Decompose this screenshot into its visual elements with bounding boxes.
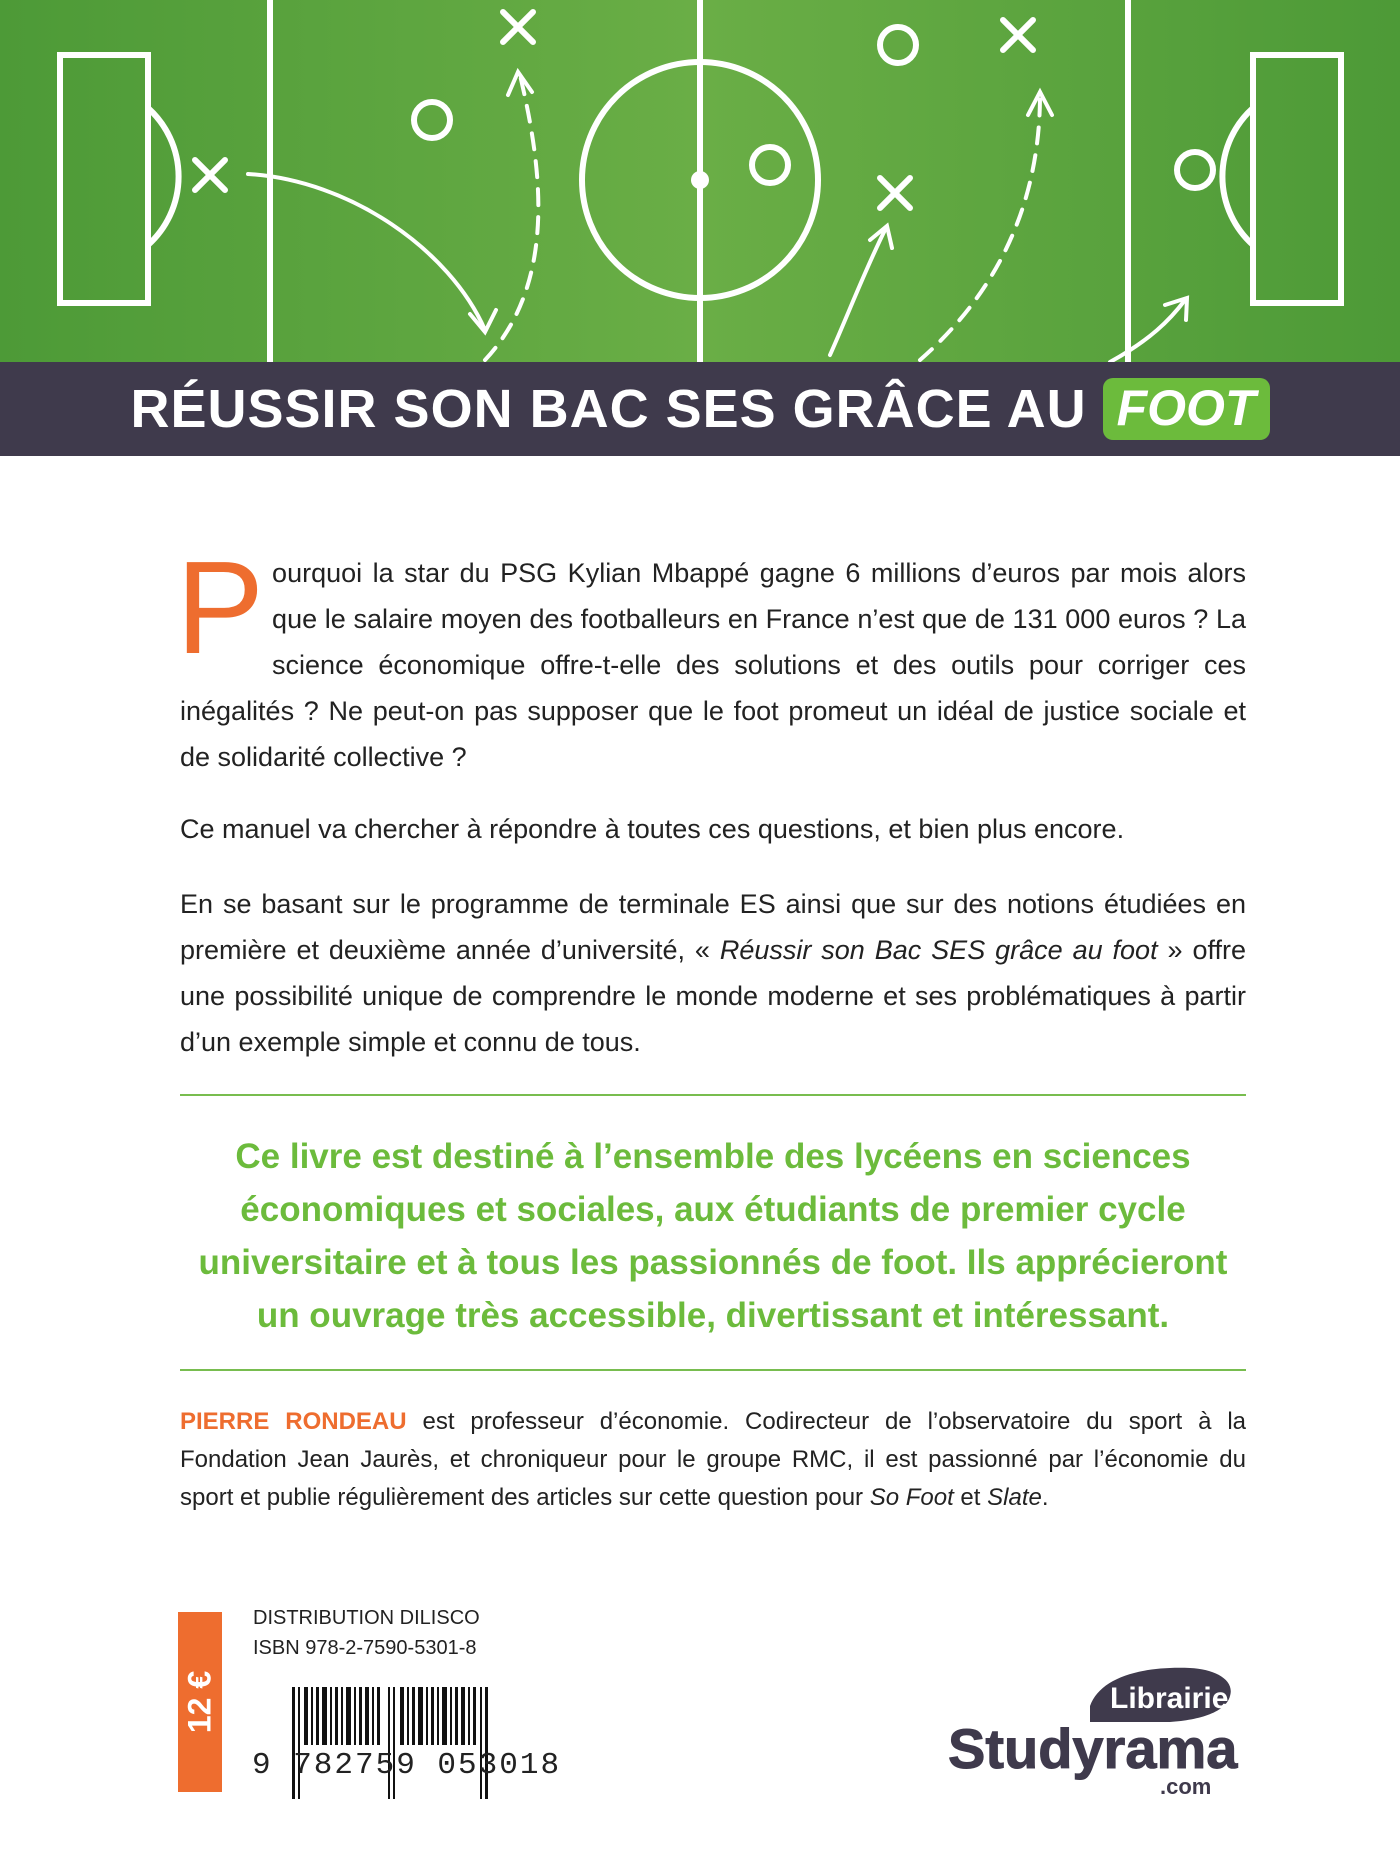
- third-paragraph-book-title: Réussir son Bac SES grâce au foot: [719, 935, 1158, 965]
- drop-cap: P: [176, 534, 265, 681]
- publication-slate: Slate: [987, 1484, 1042, 1511]
- price-tag: [178, 1612, 222, 1792]
- isbn-label: ISBN 978-2-7590-5301-8: [253, 1637, 477, 1659]
- logo-dotcom: .com: [1160, 1774, 1212, 1799]
- third-paragraph-after: » offre une possibilité unique de comprendre le monde moderne et ses problématiques à partir d’un exemple simple et connu de tous.: [180, 935, 1246, 1057]
- author-bio: [180, 1403, 1246, 1517]
- third-paragraph-before: En se basant sur le programme de terminale ES ainsi que sur des notions étudiées en première et deuxième année d’université, «: [180, 889, 1246, 965]
- intro-text: ourquoi la star du PSG Kylian Mbappé gagne 6 millions d’euros par mois alors que le salaire moyen des footballeurs en France n’est que de 131 000 euros ? La science économique offre-t-elle des solutions et des outils pour corriger ces inégalités ? Ne peut-on pas supposer que le foot promeut un idéal de justice sociale et de solidarité collective ?: [180, 558, 1246, 772]
- second-paragraph-text: Ce manuel va chercher à répondre à toutes ces questions, et bien plus encore.: [180, 814, 1125, 844]
- distribution-label: DISTRIBUTION DILISCO: [253, 1607, 480, 1629]
- divider-top: [180, 1094, 1246, 1096]
- football-pitch-illustration: [0, 0, 1400, 362]
- author-bio-mid: et: [953, 1484, 988, 1511]
- author-name: PIERRE RONDEAU: [180, 1408, 407, 1435]
- publication-so-foot: So Foot: [869, 1484, 954, 1511]
- price: 12 €: [181, 1670, 218, 1734]
- second-paragraph: [180, 806, 1246, 852]
- intro-paragraph: [176, 534, 1246, 780]
- title-banner: [0, 362, 1400, 456]
- title-highlight-badge: FOOT: [1103, 378, 1270, 440]
- logo-studyrama: Studyrama: [948, 1717, 1238, 1780]
- barcode-icon: [250, 1687, 550, 1807]
- divider-bottom: [180, 1369, 1246, 1371]
- studyrama-logo: [940, 1660, 1240, 1800]
- target-audience-text: Ce livre est destiné à l’ensemble des lycéens en sciences économiques et sociales, aux étudiants de premier cycle universitaire et à tous les passionnés de foot. Ils apprécieront un ouvrage très accessible, divertissant et intéressant.: [198, 1137, 1228, 1335]
- book-title: RÉUSSIR SON BAC SES GRÂCE AU: [130, 379, 1087, 439]
- third-paragraph: [180, 881, 1246, 1065]
- barcode-digits: 9 782759 053018: [252, 1748, 562, 1783]
- logo-librairie: Librairie: [1110, 1682, 1229, 1715]
- author-bio-end: .: [1041, 1484, 1049, 1511]
- author-bio-text: est professeur d’économie. Codirecteur de l’observatoire du sport à la Fondation Jean Jaurès, et chroniqueur pour le groupe RMC, il est passionné par l’économie du sport et publie régulièrement des articles sur cette question pour: [180, 1408, 1246, 1511]
